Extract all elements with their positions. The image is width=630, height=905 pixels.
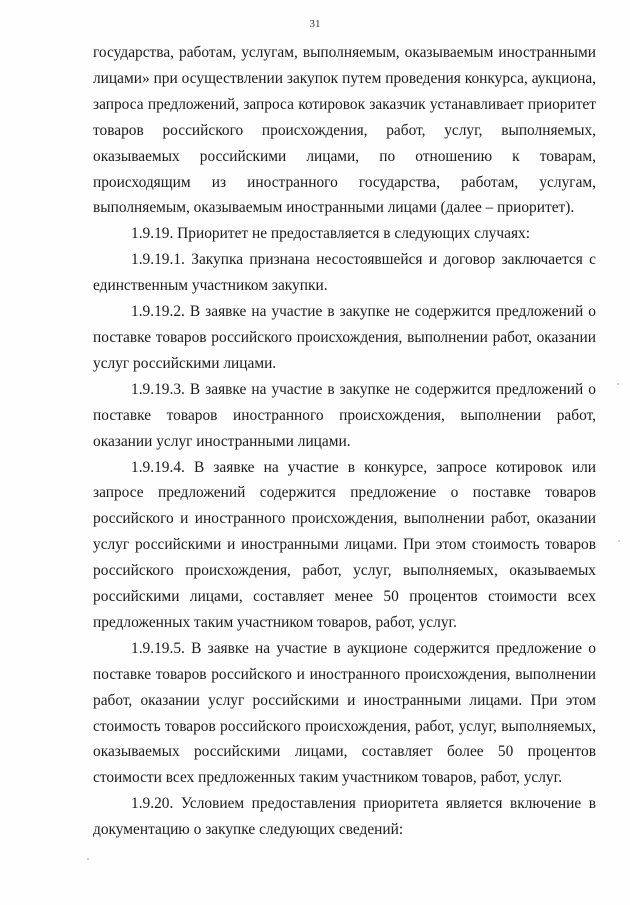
scan-artifact <box>87 858 89 860</box>
paragraph-1-9-19-4: 1.9.19.4. В заявке на участие в конкурсе, запросе котировок или запросе предложений содержится предложение о поставке товаров российского и иностранного происхождения, выполнении работ, оказании услуг российскими и иностранными лицами. При этом стоимость товаров российского происхождения, работ, услуг, выполняемых, оказываемых российскими лицами, составляет менее 50 процентов стоимости всех предложенных таким участником товаров, работ, услуг. <box>93 458 596 631</box>
paragraph-1-9-19-5: 1.9.19.5. В заявке на участие в аукционе содержится предложение о поставке товаров российского и иностранного происхождения, выполнении работ, оказании услуг российскими и иностранными лицами. При этом стоимость товаров российского происхождения, работ, услуг, выполняемых, оказываемых российскими лицами, составляет более 50 процентов стоимости всех предложенных таким участником товаров, работ, услуг. <box>93 639 596 787</box>
paragraph-1-9-19-2: 1.9.19.2. В заявке на участие в закупке не содержится предложений о поставке товаров российского происхождения, выполнении работ, оказании услуг российскими лицами. <box>93 303 596 372</box>
paragraph-1-9-20: 1.9.20. Условием предоставления приоритета является включение в документацию о закупке следующих сведений: <box>93 795 596 839</box>
page-number: 31 <box>309 18 321 30</box>
paragraph-continuation: государства, работам, услугам, выполняемым, оказываемым иностранными лицами» при осуществлении закупок путем проведения конкурса, аукциона, запроса предложений, запроса котировок заказчик устанавливает приоритет товаров российского происхождения, работ, услуг, выполняемых, оказываемых российскими лицами, по отношению к товарам, происходящим из иностранного государства, работам, услугам, выполняемым, оказываемым иностранными лицами (далее – приоритет). <box>93 44 596 217</box>
paragraph-1-9-19: 1.9.19. Приоритет не предоставляется в следующих случаях: <box>131 225 530 243</box>
paragraph-1-9-19-3: 1.9.19.3. В заявке на участие в закупке не содержится предложений о поставке товаров иностранного происхождения, выполнении работ, оказании услуг иностранными лицами. <box>93 380 596 450</box>
scan-artifact <box>618 540 620 542</box>
scan-artifact <box>617 383 619 385</box>
document-body <box>93 40 596 843</box>
paragraph-1-9-19-1: 1.9.19.1. Закупка признана несостоявшейся и договор заключается с единственным участником закупки. <box>93 251 596 295</box>
